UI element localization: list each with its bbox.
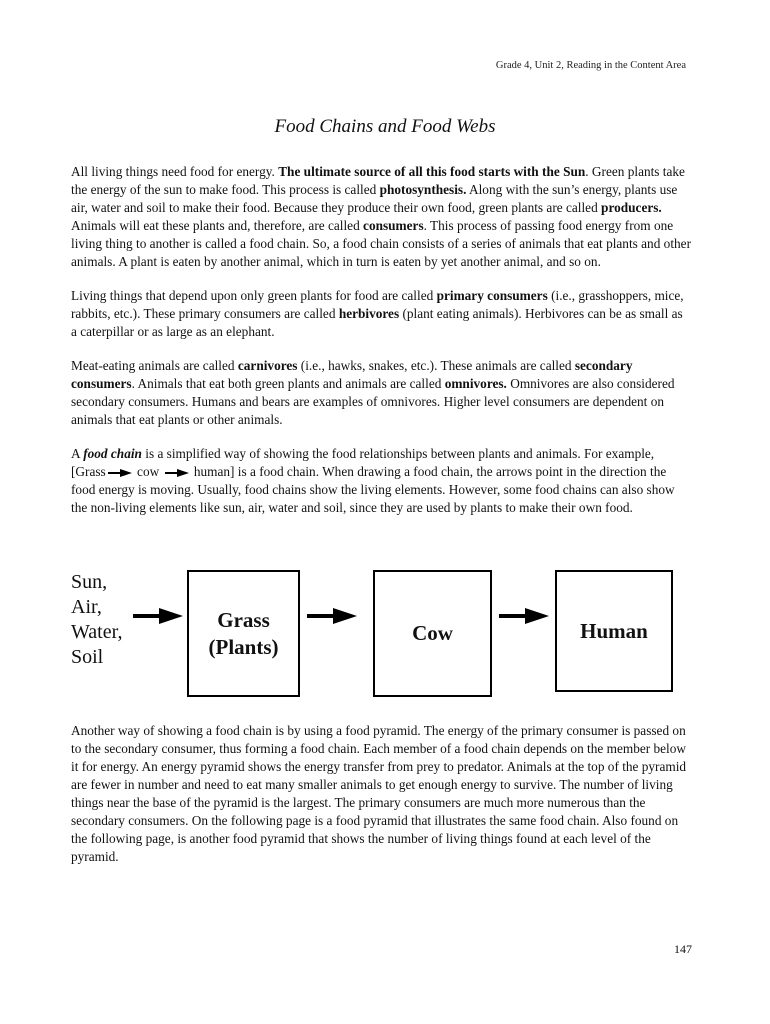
arrow-icon	[499, 607, 549, 625]
arrow-icon	[133, 607, 183, 625]
grass-plants-box: Grass (Plants)	[187, 570, 300, 697]
body-text-lower	[71, 722, 691, 882]
paragraph-food-pyramid: Another way of showing a food chain is by using a food pyramid. The energy of the primary consumer is passed on to the secondary consumer, thus forming a food chain. Each member of a food chain depends on the member below it for energy. An energy pyramid shows the energy transfer from prey to predator. Animals at the top of the pyramid are fewer in number and need to eat many smaller animals to get enough energy to survive. The number of living things near the base of the pyramid is the largest. The primary consumers are much more numerous than the secondary consumers. On the following page is a food pyramid that illustrates the same food chain. Also found on the following page, is another food pyramid that shows the number of living things found at each level of the pyramid.	[71, 723, 687, 864]
element-soil: Soil	[71, 646, 104, 668]
paragraph-primary-consumers: Living things that depend upon only green plants for food are called primary consumers (i.e., grasshoppers, mice, rabbits, etc.). These primary consumers are called herbivores (plant eating animals). Herbivores can be as small as a caterpillar or as large as an elephant.	[71, 288, 684, 339]
inline-arrow-icon	[108, 468, 132, 478]
body-text-upper	[71, 163, 691, 533]
paragraph-carnivores: Meat-eating animals are called carnivores (i.e., hawks, snakes, etc.). These animals are called secondary consumers. Animals that eat both green plants and animals are called omnivores. Omnivores are also considered secondary consumers. Humans and bears are examples of omnivores. Higher level consumers are dependent on animals that eat plants or other animals.	[71, 358, 675, 427]
paragraph-food-chain: A food chain is a simplified way of showing the food relationships between plants and animals. For example, [Grass cow human] is a food chain. When drawing a food chain, the arrows point in the direction the food energy is moving. Usually, food chains show the living elements. However, some food chains can also show the non-living elements like sun, air, water and soil, since they are used by plants to make their own food.	[71, 446, 675, 515]
element-air: Air,	[71, 596, 102, 618]
cow-box: Cow	[373, 570, 492, 697]
page-title: Food Chains and Food Webs	[274, 116, 496, 137]
inline-arrow-icon	[165, 468, 189, 478]
page-header: Grade 4, Unit 2, Reading in the Content Area	[495, 60, 686, 71]
arrow-icon	[307, 607, 357, 625]
human-box: Human	[555, 570, 673, 692]
nonliving-elements-list	[71, 570, 122, 670]
paragraph-energy: All living things need food for energy. The ultimate source of all this food starts with the Sun. Green plants take the energy of the sun to make food. This process is called photosynthesis. Along with the sun’s energy, plants use air, water and soil to make their food. Because they produce their own food, green plants are called producers. Animals will eat these plants and, therefore, are called consumers. This process of passing food energy from one living thing to another is called a food chain. So, a food chain consists of a series of animals that eat plants and other animals. A plant is eaten by another animal, which in turn is eaten by yet another animal, and so on.	[71, 164, 691, 269]
element-water: Water,	[71, 621, 123, 643]
page-number: 147	[674, 942, 692, 956]
element-sun: Sun,	[71, 571, 108, 593]
